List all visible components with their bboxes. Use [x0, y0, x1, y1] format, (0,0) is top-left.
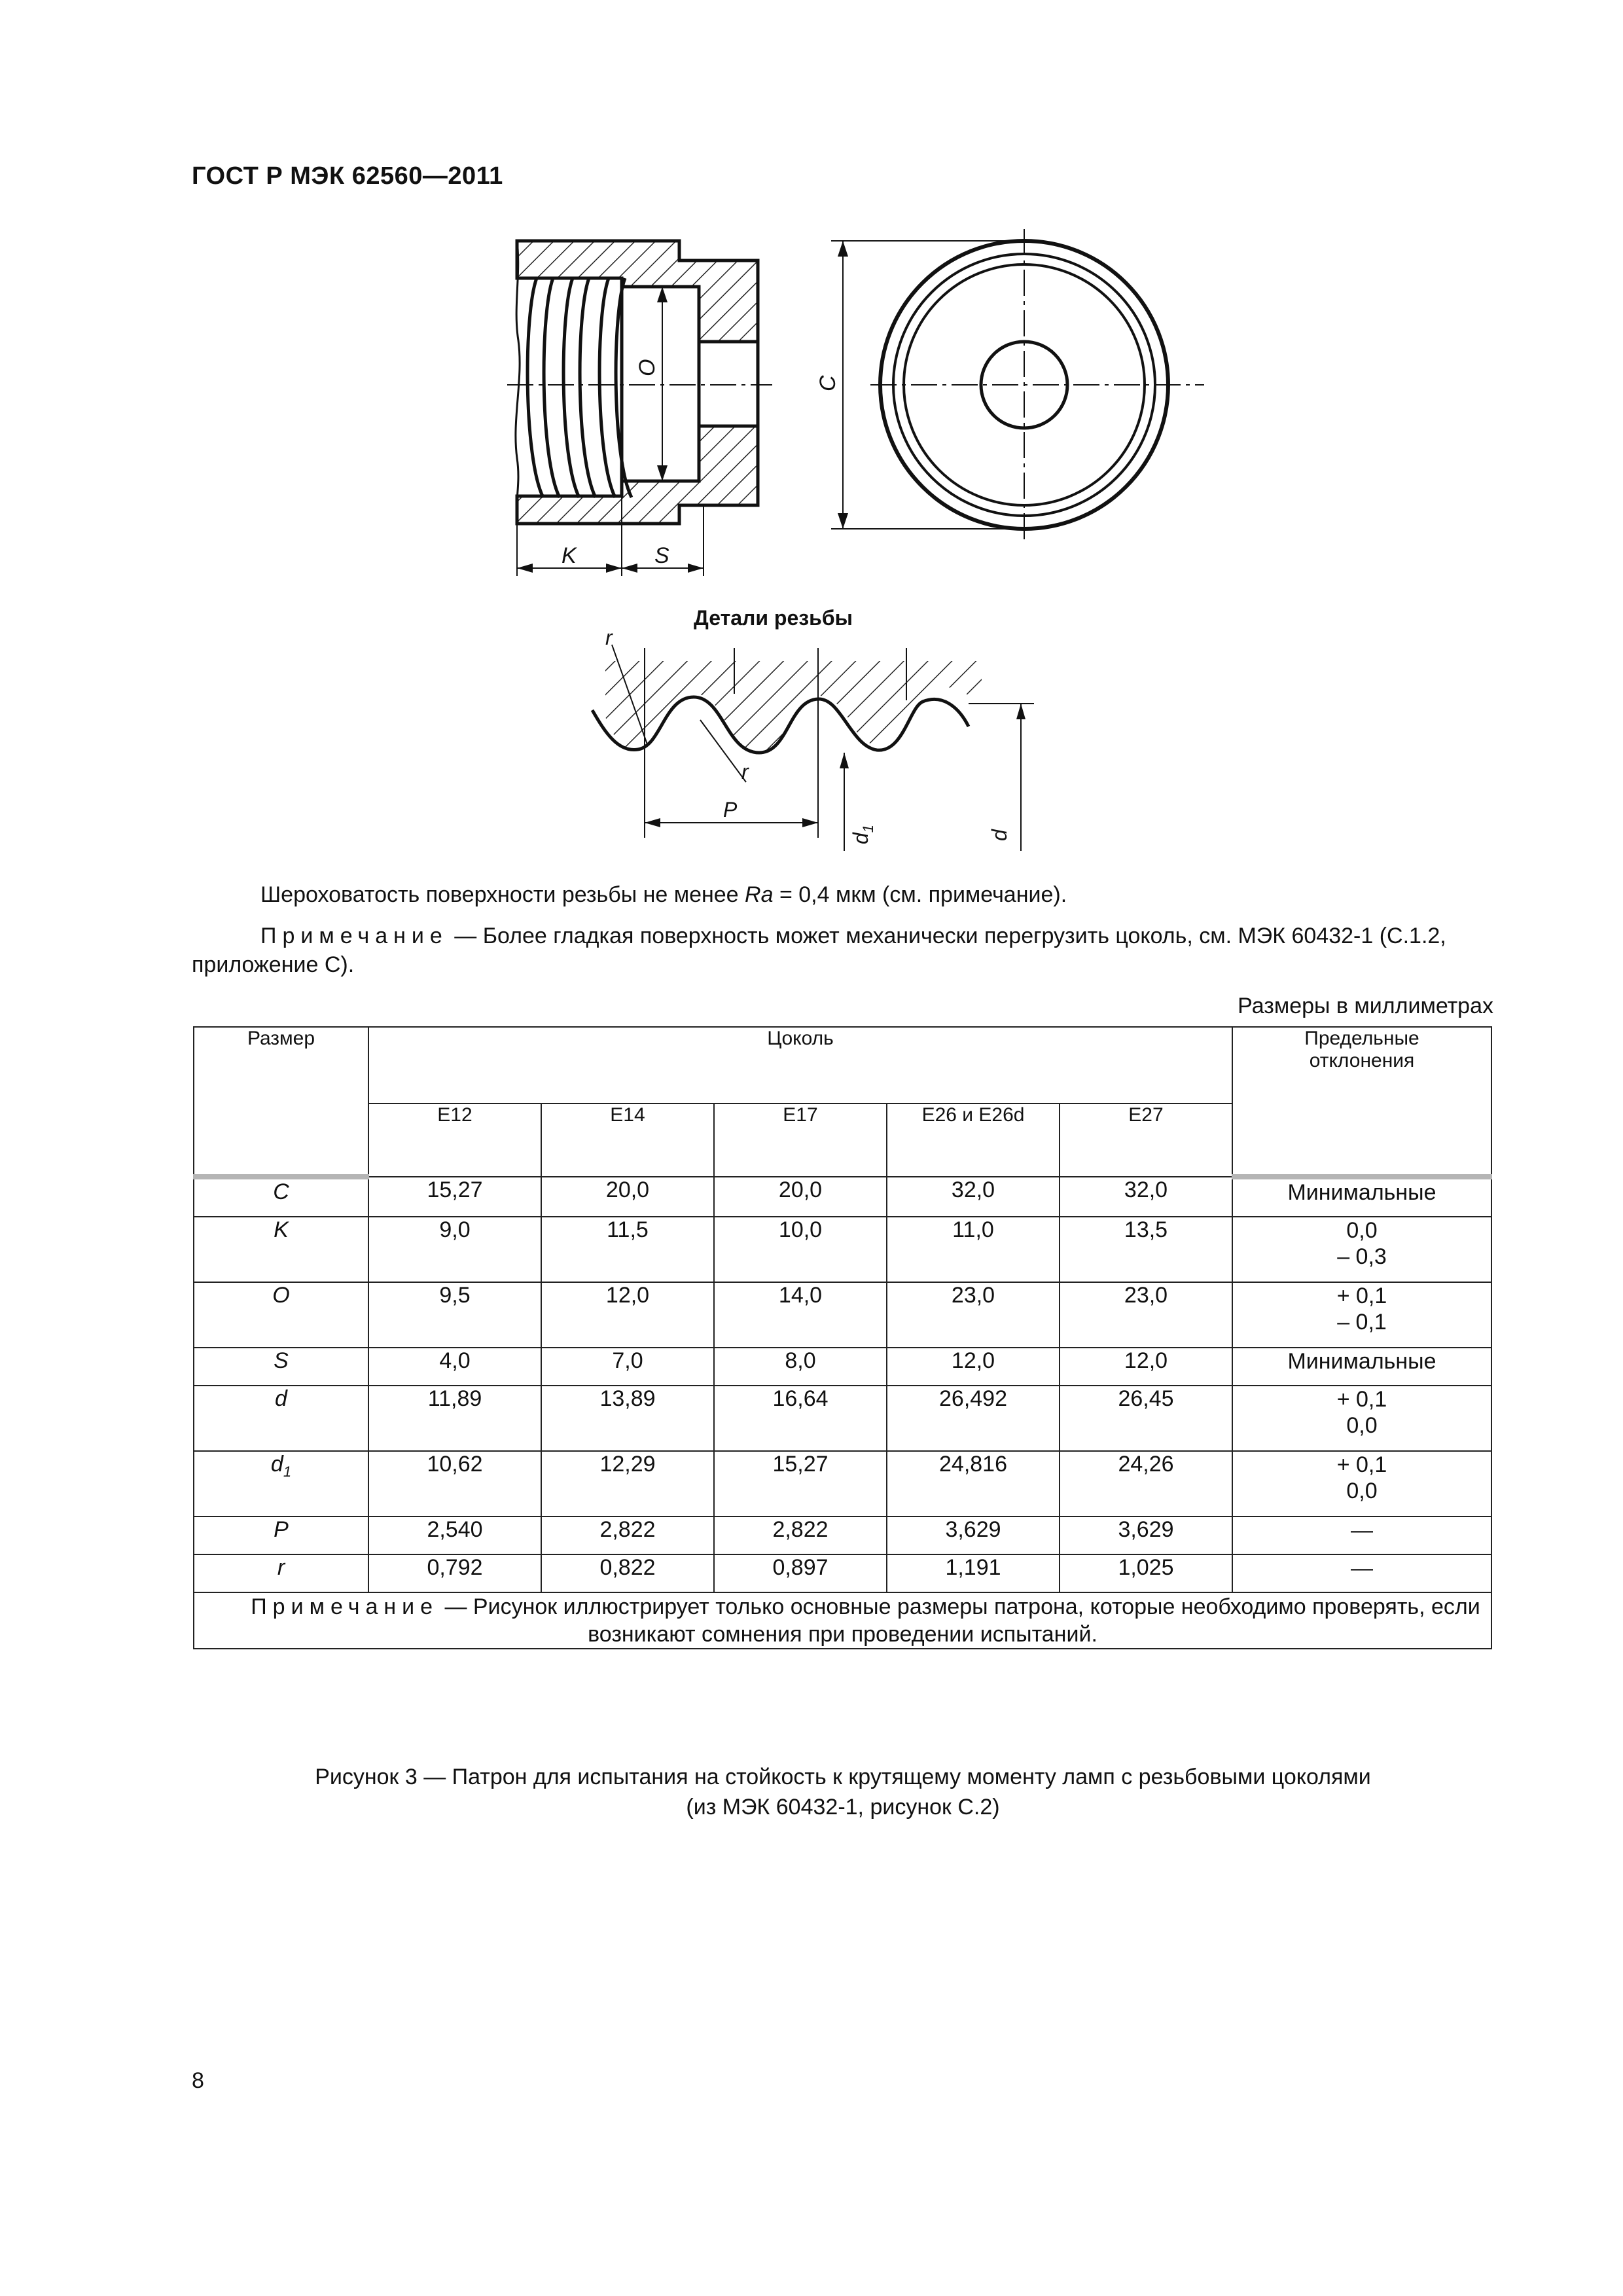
tolerance-upper: + 0,1 [1336, 1452, 1387, 1477]
tolerance-upper: + 0,1 [1336, 1283, 1387, 1308]
roughness-pre: Шероховатость поверхности резьбы не менее [260, 882, 745, 907]
table-note [194, 1592, 1491, 1649]
table-note-label: Примечание [251, 1594, 439, 1619]
table-row [194, 1177, 1491, 1217]
tolerance-lower: 0,0 [1346, 1413, 1378, 1438]
label-s: S [654, 543, 669, 568]
caption-line-1: Рисунок 3 — Патрон для испытания на стойкость к крутящему моменту ламп с резьбовыми цоколями [315, 1765, 1371, 1789]
table-cell: 3,629 [887, 1516, 1060, 1554]
table-cell: 10,62 [368, 1451, 541, 1516]
table-cell: 11,5 [541, 1217, 714, 1282]
tolerance-cell [1232, 1217, 1491, 1282]
row-symbol [194, 1451, 368, 1516]
note-text: — Более гладкая поверхность может механически перегрузить цоколь, см. МЭК 60432-1 (С.1.2, приложение С). [192, 924, 1446, 977]
note-paragraph [192, 922, 1494, 979]
end-view [815, 229, 1204, 543]
header-base-e27: E27 [1060, 1103, 1232, 1177]
table-cell: 15,27 [714, 1451, 887, 1516]
row-symbol: r [194, 1554, 368, 1592]
table-cell: 13,89 [541, 1386, 714, 1451]
table-cell: 11,0 [887, 1217, 1060, 1282]
table-cell: 4,0 [368, 1348, 541, 1386]
thread-detail [592, 606, 1034, 851]
tolerance-cell: Минимальные [1232, 1177, 1491, 1217]
table-cell: 2,822 [714, 1516, 887, 1554]
roughness-paragraph [192, 880, 1494, 909]
table-cell: 24,26 [1060, 1451, 1232, 1516]
table-cell: 13,5 [1060, 1217, 1232, 1282]
table-cell: 15,27 [368, 1177, 541, 1217]
table-cell: 2,540 [368, 1516, 541, 1554]
row-symbol: K [194, 1217, 368, 1282]
table-cell: 12,0 [887, 1348, 1060, 1386]
table-cell: 24,816 [887, 1451, 1060, 1516]
tolerance-cell [1232, 1282, 1491, 1348]
table-cell: 23,0 [887, 1282, 1060, 1348]
roughness-post: = 0,4 мкм (см. примечание). [773, 882, 1067, 907]
holder-drawing [0, 0, 1623, 864]
table-cell: 11,89 [368, 1386, 541, 1451]
label-d: d [988, 829, 1011, 841]
label-d1: $d_1$ [849, 824, 876, 844]
tolerance-upper: + 0,1 [1336, 1387, 1387, 1412]
page-number: 8 [192, 2068, 204, 2093]
dimensions-table [193, 1026, 1492, 1649]
table-cell: 20,0 [714, 1177, 887, 1217]
label-r-top: r [605, 626, 613, 649]
row-symbol: P [194, 1516, 368, 1554]
table-cell: 23,0 [1060, 1282, 1232, 1348]
table-cell: 14,0 [714, 1282, 887, 1348]
table-cell: 0,822 [541, 1554, 714, 1592]
row-symbol: d [194, 1386, 368, 1451]
figure-caption [192, 1762, 1494, 1822]
table-note-row [194, 1592, 1491, 1649]
tolerance-upper: 0,0 [1346, 1218, 1378, 1243]
thread-detail-title: Детали резьбы [694, 606, 853, 630]
label-o: O [635, 359, 660, 376]
tolerance-lower: 0,0 [1346, 1479, 1378, 1503]
table-row [194, 1348, 1491, 1386]
units-label: Размеры в миллиметрах [1238, 994, 1493, 1018]
row-symbol: C [194, 1177, 368, 1217]
table-cell: 12,0 [1060, 1348, 1232, 1386]
table-cell: 32,0 [887, 1177, 1060, 1217]
label-p: P [723, 798, 738, 821]
header-base-e14: E14 [541, 1103, 714, 1177]
table-cell: 10,0 [714, 1217, 887, 1282]
table-cell: 26,492 [887, 1386, 1060, 1451]
roughness-ra: Ra [745, 882, 774, 907]
label-r-bottom: r [741, 760, 749, 783]
table-cell: 7,0 [541, 1348, 714, 1386]
document-header: ГОСТ Р МЭК 62560—2011 [192, 162, 503, 190]
header-tolerance: Предельные отклонения [1232, 1027, 1491, 1177]
row-symbol: S [194, 1348, 368, 1386]
tolerance-cell: Минимальные [1232, 1348, 1491, 1386]
table-row [194, 1282, 1491, 1348]
table-cell: 1,191 [887, 1554, 1060, 1592]
tolerance-lower: – 0,1 [1337, 1310, 1387, 1335]
table-row [194, 1516, 1491, 1554]
label-c: C [815, 375, 840, 391]
header-base: Цоколь [368, 1027, 1232, 1103]
tolerance-lower: – 0,3 [1337, 1244, 1387, 1269]
table-cell: 1,025 [1060, 1554, 1232, 1592]
header-size: Размер [194, 1027, 368, 1177]
row-symbol: O [194, 1282, 368, 1348]
table-cell: 20,0 [541, 1177, 714, 1217]
table-note-text: — Рисунок иллюстрирует только основные размеры патрона, которые необходимо проверять, если возникают сомнения при проведении испытаний. [438, 1594, 1480, 1647]
tolerance-cell: — [1232, 1516, 1491, 1554]
tolerance-cell [1232, 1451, 1491, 1516]
label-k: K [562, 543, 577, 568]
tolerance-cell: — [1232, 1554, 1491, 1592]
table-cell: 2,822 [541, 1516, 714, 1554]
note-label: Примечание [260, 924, 448, 948]
header-base-e17: E17 [714, 1103, 887, 1177]
table-cell: 12,29 [541, 1451, 714, 1516]
table-cell: 9,0 [368, 1217, 541, 1282]
table-row [194, 1554, 1491, 1592]
table-cell: 3,629 [1060, 1516, 1232, 1554]
table-cell: 16,64 [714, 1386, 887, 1451]
caption-line-2: (из МЭК 60432-1, рисунок С.2) [686, 1795, 1000, 1820]
table-cell: 8,0 [714, 1348, 887, 1386]
table-row [194, 1386, 1491, 1451]
table-cell: 0,897 [714, 1554, 887, 1592]
table-cell: 9,5 [368, 1282, 541, 1348]
row-symbol-letter: d [270, 1452, 283, 1477]
table-row [194, 1217, 1491, 1282]
tolerance-cell [1232, 1386, 1491, 1451]
table-cell: 26,45 [1060, 1386, 1232, 1451]
table-cell: 32,0 [1060, 1177, 1232, 1217]
table-cell: 0,792 [368, 1554, 541, 1592]
table-cell: 12,0 [541, 1282, 714, 1348]
table-row [194, 1451, 1491, 1516]
header-base-e26: E26 и E26d [887, 1103, 1060, 1177]
header-base-e12: E12 [368, 1103, 541, 1177]
section-view [507, 241, 772, 576]
row-symbol-subscript: 1 [283, 1463, 292, 1480]
